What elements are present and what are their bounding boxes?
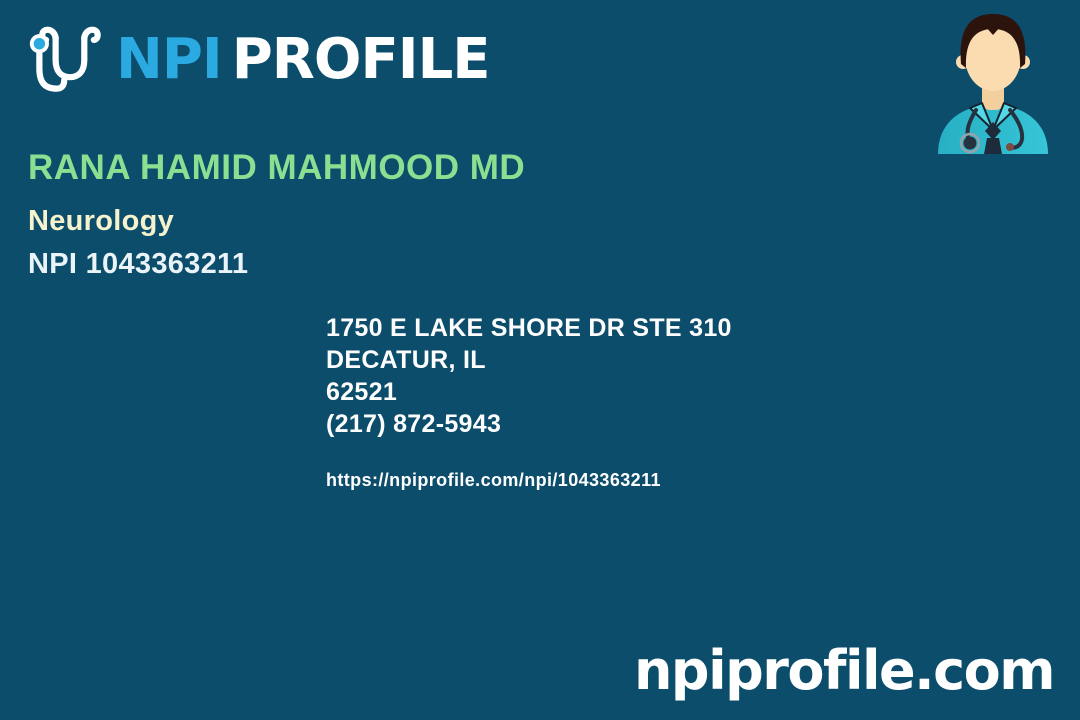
address-city-state: DECATUR, IL (326, 346, 486, 374)
provider-name: RANA HAMID MAHMOOD MD (28, 148, 526, 187)
provider-npi-number: NPI 1043363211 (28, 248, 249, 280)
provider-phone: (217) 872-5943 (326, 410, 502, 438)
logo-wordmark (116, 16, 490, 104)
provider-address-block (326, 312, 732, 440)
site-name-footer: npiprofile.com (633, 639, 1054, 702)
provider-identity (28, 148, 525, 281)
address-zip: 62521 (326, 378, 398, 406)
provider-specialty: Neurology (28, 205, 175, 237)
npi-profile-logo (26, 14, 490, 105)
logo-word-npi: NPI (116, 26, 222, 92)
stethoscope-icon (26, 14, 112, 105)
doctor-avatar (930, 12, 1056, 159)
logo-word-profile: PROFILE (231, 26, 490, 92)
profile-url-link[interactable]: https://npiprofile.com/npi/1043363211 (326, 470, 661, 490)
address-street: 1750 E LAKE SHORE DR STE 310 (326, 314, 732, 342)
